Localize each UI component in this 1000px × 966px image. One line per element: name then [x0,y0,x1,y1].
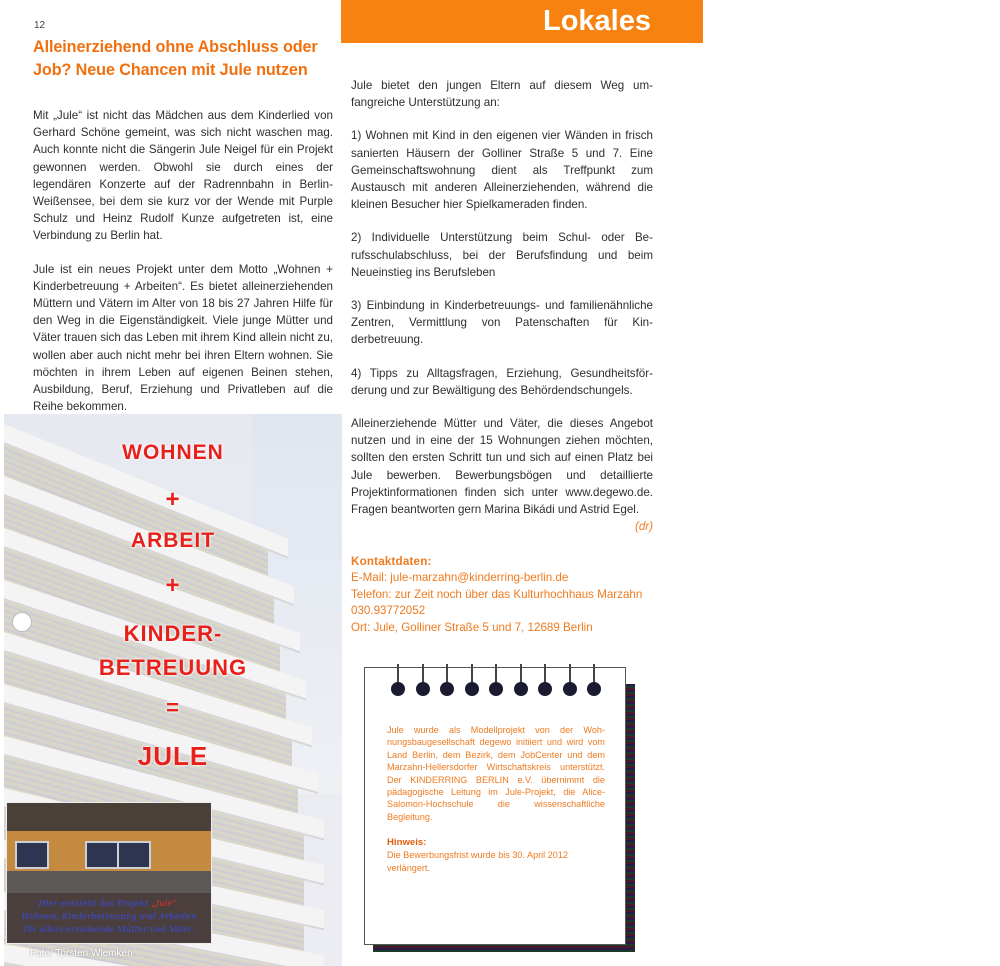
notebook-ring-wire [471,664,473,683]
notebook-body [387,724,605,874]
inset-photo [6,802,212,944]
hint-text: Die Bewerbungsfrist wurde bis 30. April 2012 verlängert. [387,850,568,873]
list-item: 3) Einbindung in Kinderbetreuungs- und familienähnliche Zentren, Vermittlung von Patenschaften für Kinderbetreuung. [351,299,653,347]
notebook-ring-wire [422,664,424,683]
article-headline: Alleinerziehend ohne Abschluss oder Job? Neue Chancen mit Jule nutzen [33,38,318,79]
handwriting-plus: + [165,572,181,599]
handwriting-jule: JULE [137,741,209,771]
sign-line-3: für allein erziehende Mütter und Väter. [23,925,195,935]
notebook-ring-wire [446,664,448,683]
notebook-ring-wire [495,664,497,683]
closing-text: Alleinerziehende Mütter und Väter, die dieses Angebot nutzen und in eine der 15 Wohnungen ziehen möchten, sollten den ersten Schritt tun und sich auf einen Platz bei Jule bewerben. Bewerbungsbögen und detaillierte Projektinformationen finden sich unter www.degewo.de. Fragen beantworten gern Marina Bikádi und Astrid Egel. [351,417,653,517]
notebook-ring-icon [416,682,430,696]
notebook-ring-wire [520,664,522,683]
left-column [33,107,333,431]
notebook-ring-icon [587,682,601,696]
hint-title: Hinweis: [387,837,427,849]
section-title: Lokales [543,5,651,37]
inset-sign [7,893,211,944]
paragraph: Jule ist ein neues Projekt unter dem Motto „Wohnen + Kinderbetreuung + Arbeiten“. Es bietet alleinerziehenden Müttern und Vätern im Alter von 18 bis 27 Jahren Hilfe für den Weg in die Eigenständigkeit. Viele junge Mütter und Väter trauen sich das Leben mit ihrem Kind allein nicht zu, wollen aber auch nicht mehr bei ihren Eltern wohnen. Sie möchten in ihrem Leben auf eigenen Beinen stehen, Ausbildung, Beruf, Erziehung und Privatleben auf die Reihe bekommen. [33,262,333,414]
contact-email[interactable]: E-Mail: jule-marzahn@kinderring-berlin.de [351,571,569,585]
author-initials: (dr) [634,520,653,534]
contact-title: Kontaktdaten: [351,555,432,568]
notebook-ring-wire [397,664,399,683]
notebook-box [364,667,626,945]
handwriting-equals: = [166,695,180,720]
list-item: 4) Tipps zu Alltagsfragen, Erziehung, Gesundheitsförderung und zur Bewältigung des Behördendschungels. [351,366,653,397]
handwriting-plus: + [165,486,181,513]
notebook-ring-icon [514,682,528,696]
photo-credit: Foto: Torsten Wiemken [30,948,133,959]
right-column [351,77,653,535]
notebook-ring-wire [569,664,571,683]
paragraph: Mit „Jule“ ist nicht das Mädchen aus dem Kinderlied von Gerhard Schöne gemeint, was sich nicht waschen mag. Auch konnte nicht die Sängerin Jule Neigel für ein Projekt gewonnen werden. Obwohl sie durch eines der legendären Konzerte auf der Radrennbahn in Berlin-Weißensee, bei dem sie kurz vor der Wende mit Purple Schulz und Heinz Rudolf Kunze aufgetreten ist, eine Verbindung zu Berlin hat. [33,109,333,243]
notebook-ring-icon [440,682,454,696]
inset-window [117,841,151,869]
list-item: 1) Wohnen mit Kind in den eigenen vier Wänden in frisch sanierten Häusern der Golliner Straße 5 und 7. Eine Gemeinschaftswohnung dient als Treffpunkt zum Austausch mit anderen Alleinerziehenden, während die kleinen Besucher hier Spielkameraden finden. [351,129,653,212]
list-item: 2) Individuelle Unterstützung beim Schul- oder Berufsschulabschluss, bei der Berufsfindung und beim Neueinstieg ins Berufsleben [351,231,653,279]
handwriting-betreuung: BETREUUNG [98,655,248,680]
notebook-ring-wire [593,664,595,683]
contact-location: Ort: Jule, Golliner Straße 5 und 7, 12689 Berlin [351,620,593,634]
contact-block [351,554,671,636]
notebook-ring-icon [391,682,405,696]
notebook-ring-icon [563,682,577,696]
inset-railing [7,871,211,893]
notebook-text: Jule wurde als Modellprojekt von der Wohnungsbaugesellschaft degewo initiiert und wird vom Land Berlin, dem Bezirk, dem JobCenter und dem Marzahn-Hellersdorfer Wirtschaftskreis unterstützt. Der KINDERRING BERLIN e.V. übernimmt die pädagogische Leitung im Jule-Projekt, die Alice-Salomon-Hochschule die wissenschaftliche Begleitung. [387,725,605,822]
inset-roof [7,803,211,831]
contact-phone: Telefon: zur Zeit noch über das Kulturhochhaus Marzahn 030.93772052 [351,587,643,618]
notebook-ring-icon [465,682,479,696]
intro-paragraph: Jule bietet den jungen Eltern auf diesem Weg umfangreiche Unterstützung an: [351,79,653,110]
punch-hole [12,612,32,632]
handwriting-arbeit: ARBEIT [130,529,216,552]
closing-paragraph [351,415,653,534]
sign-line-1: Hier entsteht das Projekt „Jule“. [38,899,180,909]
sign-line-2: Wohnen, Kinderbetreuung und Arbeiten [21,912,197,922]
notebook-ring-wire [544,664,546,683]
inset-window [85,841,119,869]
section-banner [341,0,703,43]
notebook-ring-icon [538,682,552,696]
notebook-ring-icon [489,682,503,696]
handwriting-wohnen: WOHNEN [122,441,224,464]
inset-window [15,841,49,869]
page-number: 12 [34,20,46,31]
handwriting-kinder: KINDER- [123,621,223,646]
